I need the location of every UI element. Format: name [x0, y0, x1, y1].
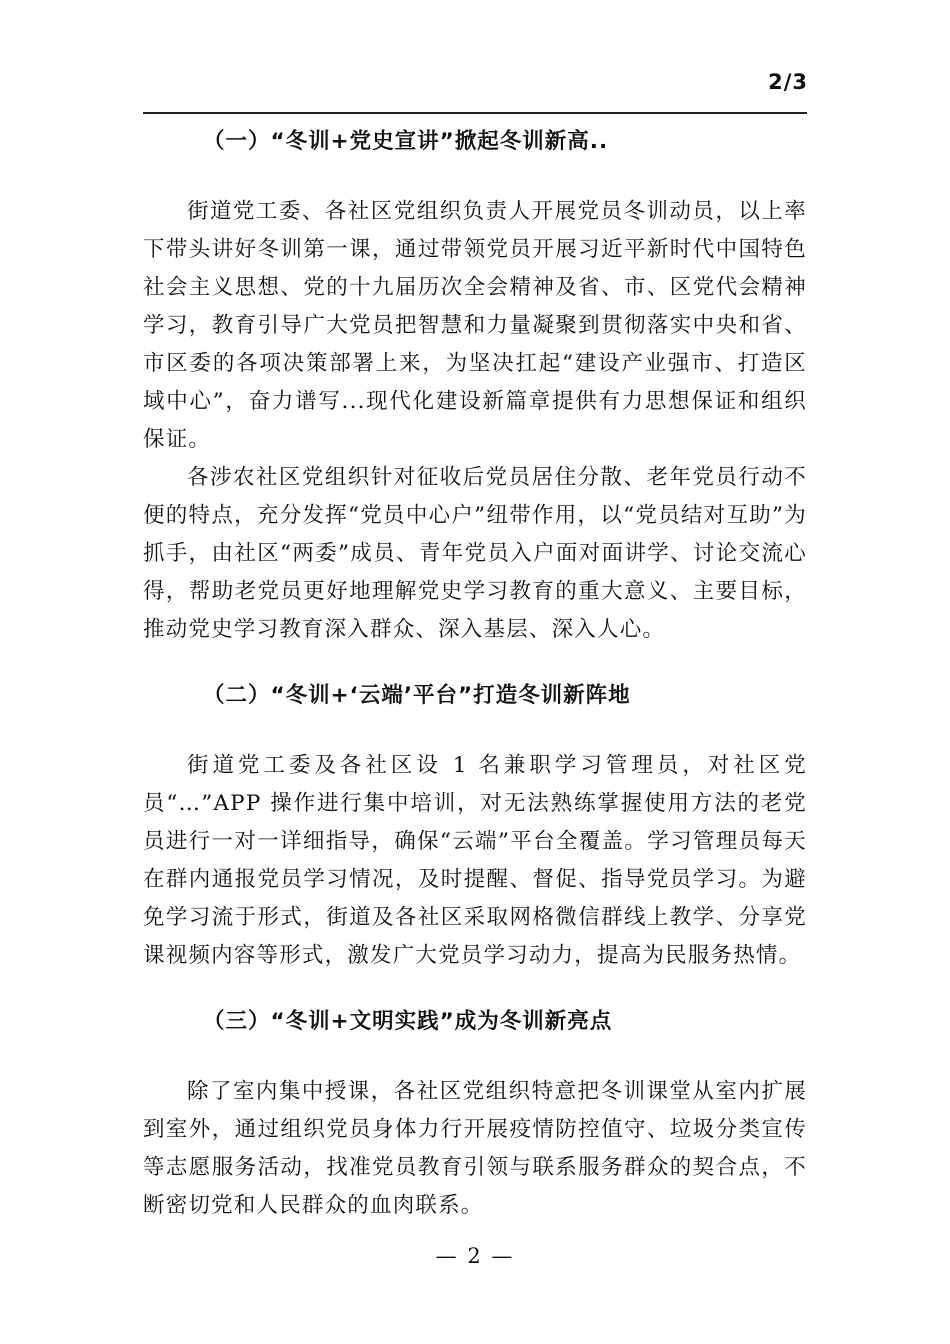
section-heading: （一）“冬训+党史宣讲”掀起冬训新高..	[203, 129, 609, 154]
section-heading: （二）“冬训+‘云端’平台”打造冬训新阵地	[203, 683, 631, 708]
section-3	[143, 1002, 807, 1225]
paragraph: 街道党工委及各社区设 1 名兼职学习管理员，对社区党员“…”APP 操作进行集中培训，对无法熟练掌握使用方法的老党员进行一对一详细指导，确保“云端”平台全覆盖。学习管理员每天在群内通报党员学习情况，及时提醒、督促、指导党员学习。为避免学习流于形式，街道及各社区采取网格微信群线上教学、分享党课视频内容等形式，激发广大党员学习动力，提高为民服务热情。	[143, 753, 807, 968]
page-counter: 2/3	[768, 70, 808, 94]
paragraph: 除了室内集中授课，各社区党组织特意把冬训课堂从室内扩展到室外，通过组织党员身体力行开展疫情防控值守、垃圾分类宣传等志愿服务活动，找准党员教育引领与联系服务群众的契合点，不断密切党和人民群众的血肉联系。	[143, 1079, 807, 1218]
paragraph: 各涉农社区党组织针对征收后党员居住分散、老年党员行动不便的特点，充分发挥“党员中心户”纽带作用，以“党员结对互助”为抓手，由社区“两委”成员、青年党员入户面对面讲学、讨论交流心得，帮助老党员更好地理解党史学习教育的重大意义、主要目标，推动党史学习教育深入群众、深入基层、深入人心。	[143, 465, 807, 642]
section-2	[143, 676, 807, 975]
header-divider	[143, 112, 807, 114]
footer-page-number: — 2 —	[435, 1244, 515, 1268]
section-1	[143, 122, 807, 649]
document-body	[143, 122, 807, 1225]
paragraph: 街道党工委、各社区党组织负责人开展党员冬训动员，以上率下带头讲好冬训第一课，通过带领党员开展习近平新时代中国特色社会主义思想、党的十九届历次全会精神及省、市、区党代会精神学习，教育引导广大党员把智慧和力量凝聚到贯彻落实中央和省、市区委的各项决策部署上来，为坚决扛起“建设产业强市、打造区域中心”，奋力谱写...现代化建设新篇章提供有力思想保证和组织保证。	[143, 199, 807, 452]
section-heading: （三）“冬训+文明实践”成为冬训新亮点	[203, 1009, 613, 1034]
